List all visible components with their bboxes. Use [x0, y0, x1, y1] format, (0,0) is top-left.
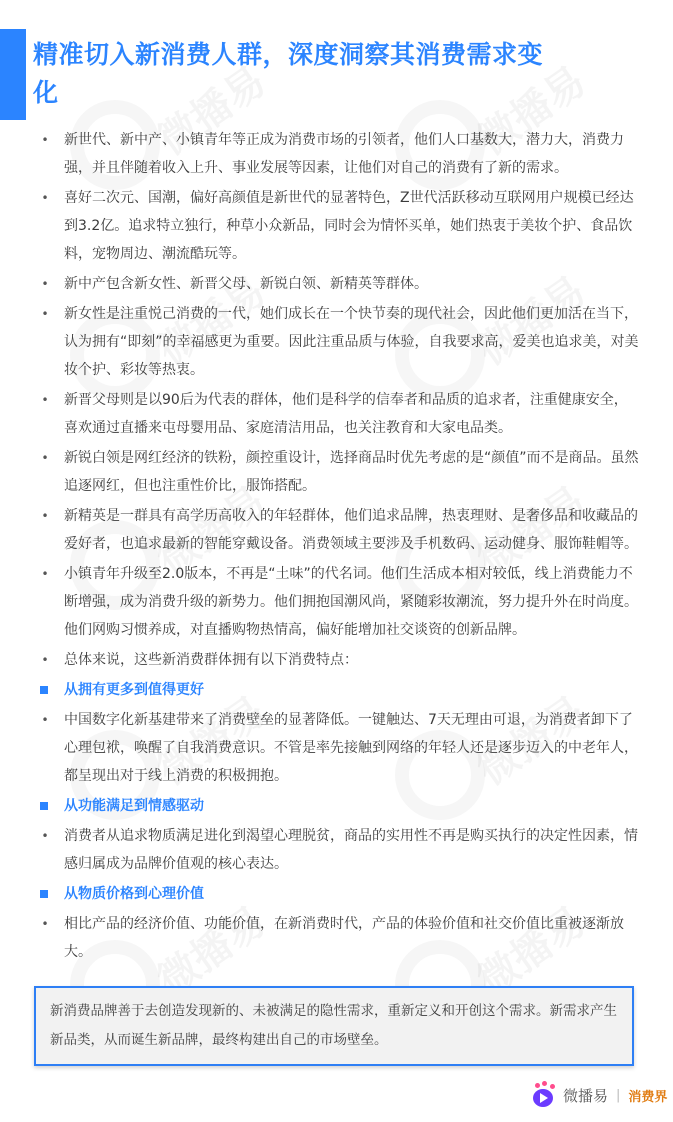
- bullet-text: 消费者从追求物质满足进化到渴望心理脱贫，商品的实用性不再是购买执行的决定性因素，情感归属成为品牌价值观的核心表达。: [64, 828, 638, 872]
- bullet-item: [40, 822, 640, 878]
- bullet-item: [40, 444, 640, 500]
- bullet-dot-icon: •: [41, 567, 49, 581]
- bullet-dot-icon: •: [41, 393, 49, 407]
- bullet-item: [40, 560, 640, 644]
- callout-text: 新消费品牌善于去创造发现新的、未被满足的隐性需求，重新定义和开创这个需求。新需求产生新品类，从而诞生新品牌，最终构建出自己的市场壁垒。: [50, 1003, 617, 1048]
- square-bullet-icon: [40, 890, 48, 898]
- heading-text: 从物质价格到心理价值: [64, 886, 204, 902]
- bullet-text: 中国数字化新基建带来了消费壁垒的显著降低。一键触达、7天无理由可退，为消费者卸下了心理包袱，唤醒了自我消费意识。不管是率先接触到网络的年轻人还是逐步迈入的中老年人，都呈现出对于线上消费的积极拥抱。: [64, 712, 638, 784]
- bullet-item: [40, 270, 640, 298]
- bullet-dot-icon: •: [41, 713, 49, 727]
- content-list: [40, 126, 640, 968]
- bullet-dot-icon: •: [41, 133, 49, 147]
- bullet-item: [40, 502, 640, 558]
- bullet-item: [40, 910, 640, 966]
- brand-name: 微播易: [563, 1086, 609, 1105]
- bullet-text: 新中产包含新女性、新晋父母、新锐白领、新精英等群体。: [64, 276, 428, 292]
- heading-text: 从拥有更多到值得更好: [64, 682, 204, 698]
- section-heading: [40, 676, 640, 704]
- bullet-dot-icon: •: [41, 307, 49, 321]
- bullet-text: 新世代、新中产、小镇青年等正成为消费市场的引领者，他们人口基数大，潜力大，消费力强，并且伴随着收入上升、事业发展等因素，让他们对自己的消费有了新的需求。: [64, 132, 624, 176]
- bullet-text: 相比产品的经济价值、功能价值，在新消费时代，产品的体验价值和社交价值比重被逐渐放大。: [64, 916, 624, 960]
- bullet-item: [40, 184, 640, 268]
- bullet-item: [40, 706, 640, 790]
- bullet-text: 小镇青年升级至2.0版本，不再是“土味”的代名词。他们生活成本相对较低，线上消费能力不断增强，成为消费升级的新势力。他们拥抱国潮风尚，紧随彩妆潮流，努力提升外在时尚度。他们网购习惯养成，对直播购物热情高，偏好能增加社交谈资的创新品牌。: [64, 566, 638, 638]
- title-accent-bar: [0, 29, 26, 120]
- page-title: 精准切入新消费人群，深度洞察其消费需求变化: [33, 40, 544, 107]
- logo-separator: |: [616, 1087, 621, 1103]
- section-heading: [40, 792, 640, 820]
- square-bullet-icon: [40, 802, 48, 810]
- bullet-item: [40, 386, 640, 442]
- bullet-dot-icon: •: [41, 829, 49, 843]
- square-bullet-icon: [40, 686, 48, 694]
- bullet-dot-icon: •: [41, 509, 49, 523]
- heading-text: 从功能满足到情感驱动: [64, 798, 204, 814]
- bullet-dot-icon: •: [41, 191, 49, 205]
- bullet-text: 总体来说，这些新消费群体拥有以下消费特点：: [64, 652, 358, 668]
- bullet-item: [40, 126, 640, 182]
- bullet-text: 新女性是注重悦己消费的一代，她们成长在一个快节奏的现代社会，因此他们更加活在当下，认为拥有“即刻”的幸福感更为重要。因此注重品质与体验，自我要求高，爱美也追求美，对美妆个护、彩妆等热衷。: [64, 306, 639, 378]
- bullet-dot-icon: •: [41, 653, 49, 667]
- footer-logo: [533, 1083, 667, 1107]
- section-heading: [40, 880, 640, 908]
- weiboyi-play-icon: [533, 1083, 557, 1107]
- bullet-text: 喜好二次元、国潮，偏好高颜值是新世代的显著特色，Z世代活跃移动互联网用户规模已经达到3.2亿。追求特立独行，种草小众新品，同时会为情怀买单，她们热衷于美妆个护、食品饮料，宠物周边、潮流酷玩等。: [64, 190, 634, 262]
- bullet-text: 新晋父母则是以90后为代表的群体，他们是科学的信奉者和品质的追求者，注重健康安全，喜欢通过直播来屯母婴用品、家庭清洁用品，也关注教育和大家电品类。: [64, 392, 628, 436]
- bullet-item: [40, 646, 640, 674]
- partner-logo: 消费界: [628, 1089, 668, 1105]
- bullet-item: [40, 300, 640, 384]
- bullet-dot-icon: •: [41, 277, 49, 291]
- bullet-dot-icon: •: [41, 917, 49, 931]
- bullet-dot-icon: •: [41, 451, 49, 465]
- bullet-text: 新精英是一群具有高学历高收入的年轻群体，他们追求品牌，热衷理财、是奢侈品和收藏品的爱好者，也追求最新的智能穿戴设备。消费领域主要涉及手机数码、运动健身、服饰鞋帽等。: [64, 508, 638, 552]
- summary-callout: [34, 986, 634, 1066]
- bullet-text: 新锐白领是网红经济的铁粉，颜控重设计，选择商品时优先考虑的是“颜值”而不是商品。虽然追逐网红，但也注重性价比，服饰搭配。: [64, 450, 639, 494]
